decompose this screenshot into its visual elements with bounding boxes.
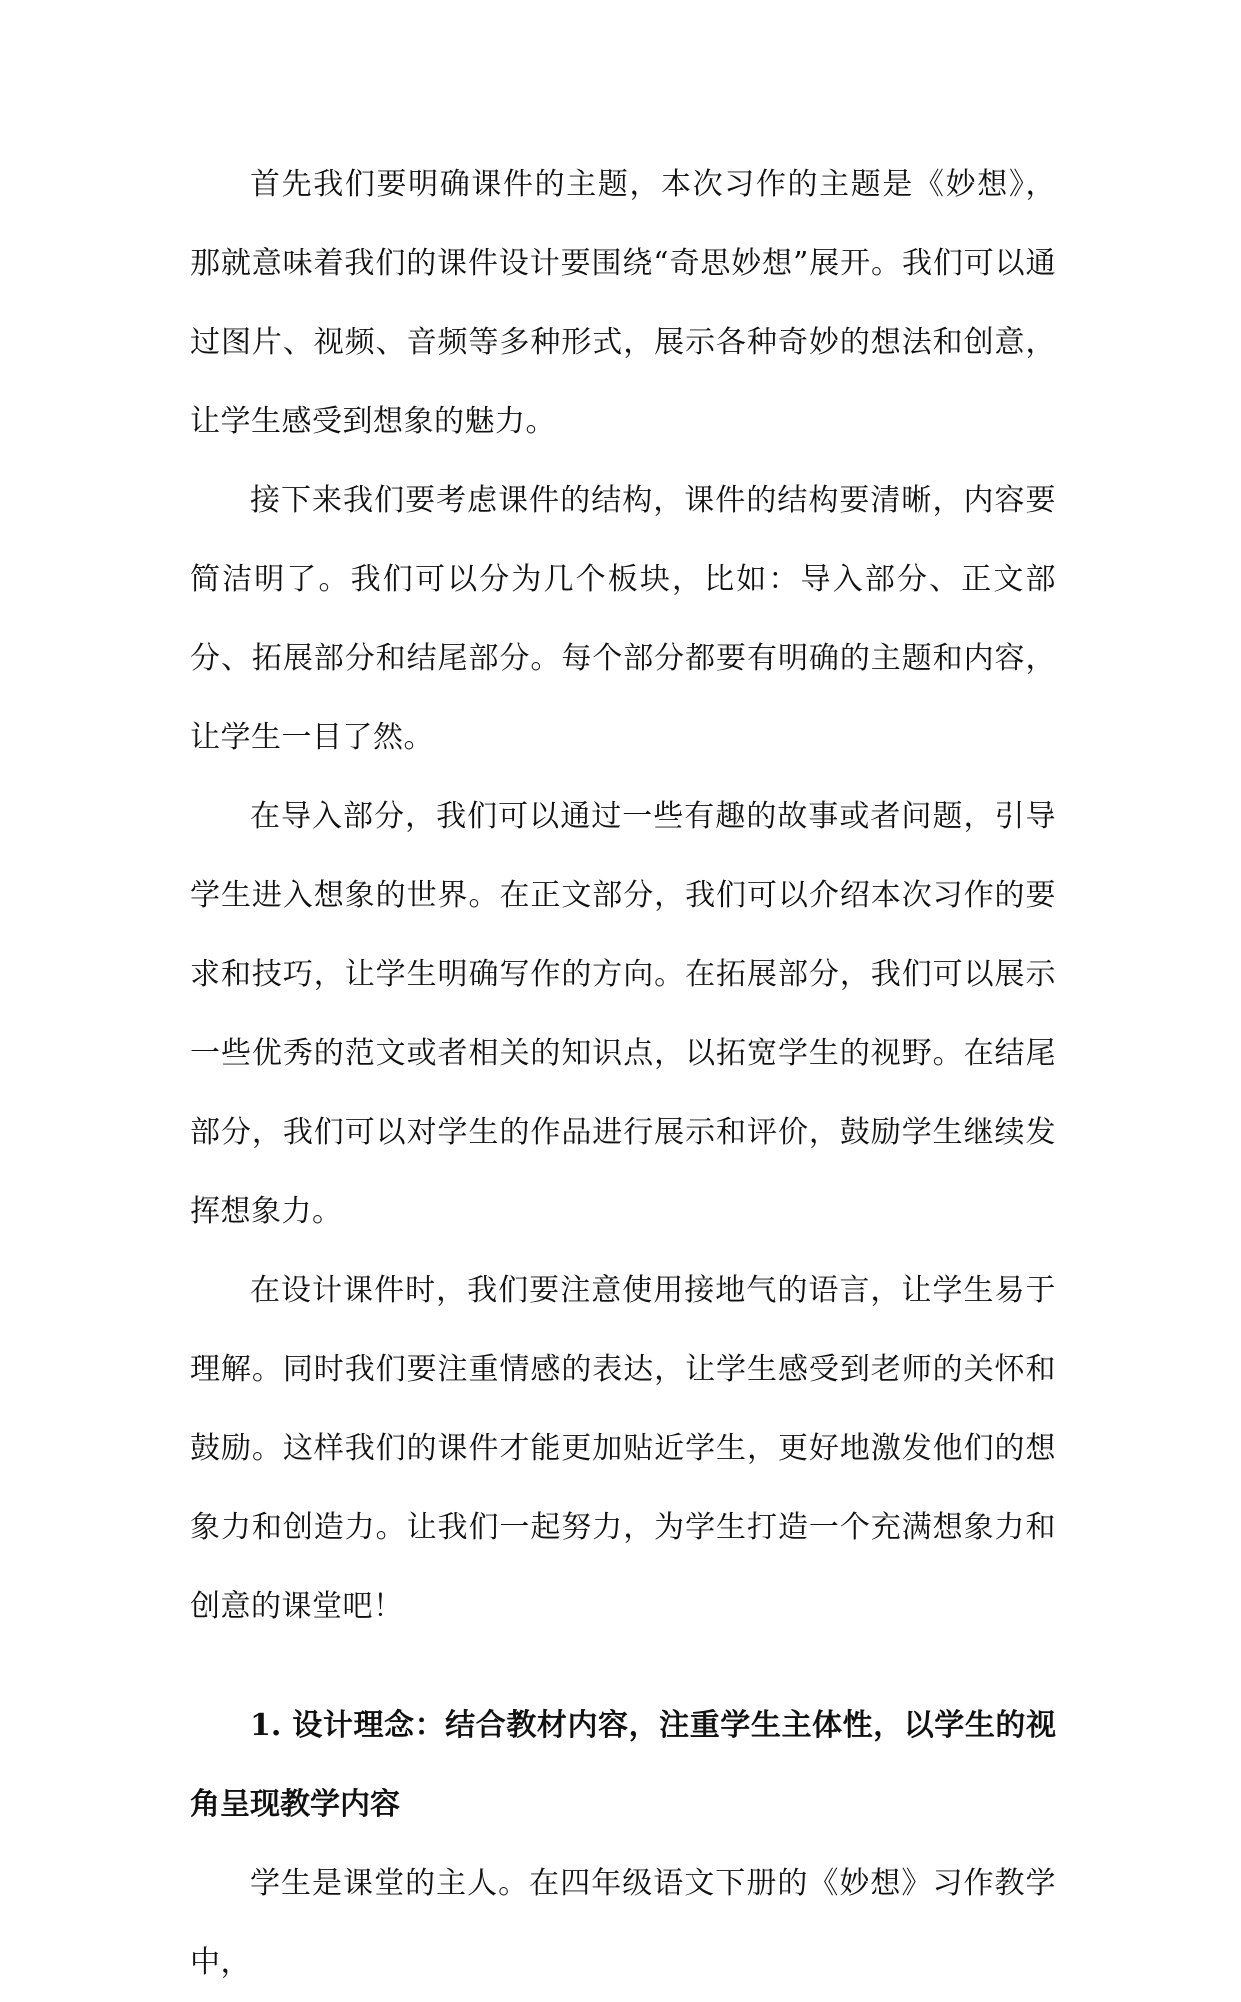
paragraph-sections: 在导入部分，我们可以通过一些有趣的故事或者问题，引导学生进入想象的世界。在正文部分，我们可以介绍本次习作的要求和技巧，让学生明确写作的方向。在拓展部分，我们可以展示一些优秀的范文或者相关的知识点，以拓宽学生的视野。在结尾部分，我们可以对学生的作品进行展示和评价，鼓励学生继续发挥想象力。 — [190, 799, 1056, 1229]
paragraph-language: 在设计课件时，我们要注意使用接地气的语言，让学生易于理解。同时我们要注重情感的表达，让学生感受到老师的关怀和鼓励。这样我们的课件才能更加贴近学生，更好地激发他们的想象力和创造力。让我们一起努力，为学生打造一个充满想象力和创意的课堂吧！ — [190, 1273, 1056, 1624]
paragraph-theme: 首先我们要明确课件的主题，本次习作的主题是《妙想》，那就意味着我们的课件设计要围绕“奇思妙想”展开。我们可以通过图片、视频、音频等多种形式，展示各种奇妙的想法和创意，让学生感受到想象的魅力。 — [190, 167, 1056, 439]
section-heading: 1. 设计理念：结合教材内容，注重学生主体性，以学生的视角呈现教学内容 — [190, 1708, 1056, 1822]
paragraph-student-centered: 学生是课堂的主人。在四年级语文下册的《妙想》习作教学中， — [190, 1866, 1056, 1980]
paragraph-structure: 接下来我们要考虑课件的结构，课件的结构要清晰，内容要简洁明了。我们可以分为几个板块，比如：导入部分、正文部分、拓展部分和结尾部分。每个部分都要有明确的主题和内容，让学生一目了然。 — [190, 483, 1056, 755]
document-body — [190, 145, 1056, 2002]
